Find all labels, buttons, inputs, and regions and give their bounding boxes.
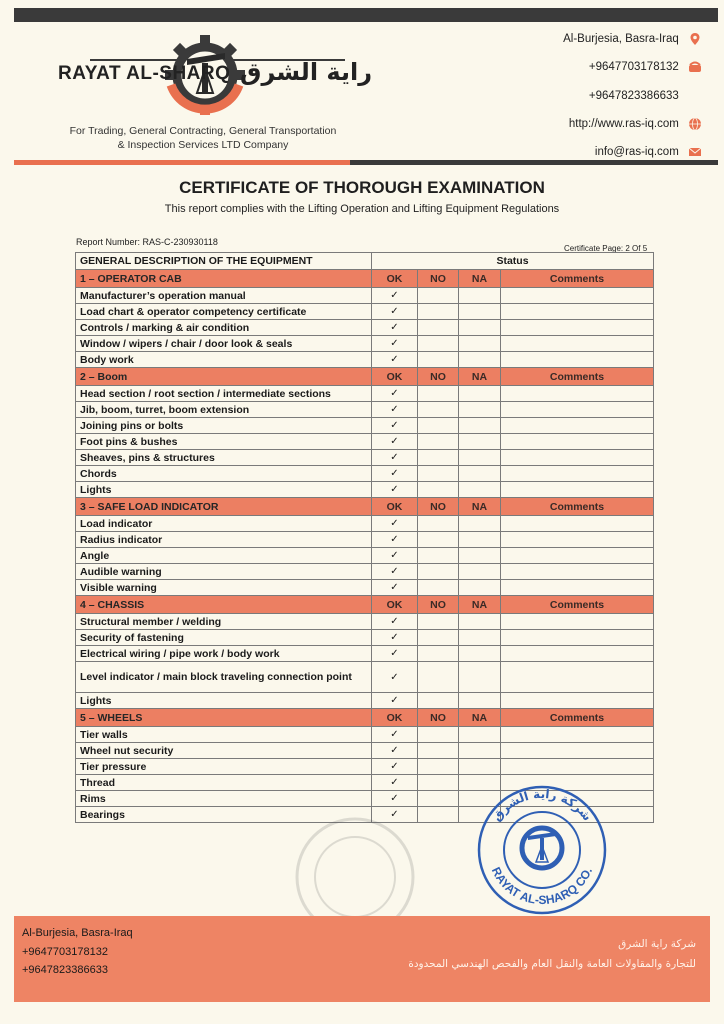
na-cell: [459, 402, 501, 418]
ok-checkmark: ✓: [372, 288, 418, 304]
comments-cell: [501, 743, 654, 759]
table-row: [76, 548, 654, 564]
ok-checkmark: ✓: [372, 759, 418, 775]
na-cell: [459, 580, 501, 596]
ok-checkmark: ✓: [372, 646, 418, 662]
section-title: 5 – WHEELS: [76, 709, 372, 727]
ok-checkmark: ✓: [372, 516, 418, 532]
na-cell: [459, 482, 501, 498]
ok-checkmark: ✓: [372, 693, 418, 709]
item-label: Foot pins & bushes: [76, 434, 372, 450]
na-cell: [459, 662, 501, 693]
item-label: Thread: [76, 775, 372, 791]
no-cell: [418, 693, 459, 709]
item-label: Load indicator: [76, 516, 372, 532]
comments-cell: [501, 450, 654, 466]
no-cell: [418, 434, 459, 450]
item-label: Tier pressure: [76, 759, 372, 775]
ok-checkmark: ✓: [372, 386, 418, 402]
section-comments-header: Comments: [501, 498, 654, 516]
section-title: 2 – Boom: [76, 368, 372, 386]
footer-phone-1: +9647703178132: [22, 945, 108, 958]
ok-checkmark: ✓: [372, 662, 418, 693]
ok-checkmark: ✓: [372, 791, 418, 807]
table-row: [76, 516, 654, 532]
ok-checkmark: ✓: [372, 564, 418, 580]
section-ok-header: OK: [372, 498, 418, 516]
na-cell: [459, 466, 501, 482]
comments-cell: [501, 532, 654, 548]
comments-cell: [501, 402, 654, 418]
comments-cell: [501, 693, 654, 709]
na-cell: [459, 564, 501, 580]
comments-cell: [501, 727, 654, 743]
globe-icon: [688, 117, 702, 131]
section-comments-header: Comments: [501, 709, 654, 727]
no-cell: [418, 564, 459, 580]
section-comments-header: Comments: [501, 270, 654, 288]
ok-checkmark: ✓: [372, 402, 418, 418]
na-cell: [459, 320, 501, 336]
table-row: [76, 532, 654, 548]
section-title: 3 – SAFE LOAD INDICATOR: [76, 498, 372, 516]
item-label: Wheel nut security: [76, 743, 372, 759]
no-cell: [418, 482, 459, 498]
table-row: [76, 564, 654, 580]
header-status: Status: [372, 253, 654, 270]
na-cell: [459, 418, 501, 434]
item-label: Visible warning: [76, 580, 372, 596]
ok-checkmark: ✓: [372, 450, 418, 466]
item-label: Body work: [76, 352, 372, 368]
no-cell: [418, 320, 459, 336]
na-cell: [459, 304, 501, 320]
top-dark-bar: [14, 8, 718, 22]
ok-checkmark: ✓: [372, 807, 418, 823]
na-cell: [459, 352, 501, 368]
no-cell: [418, 532, 459, 548]
table-row: [76, 727, 654, 743]
no-cell: [418, 759, 459, 775]
na-cell: [459, 386, 501, 402]
table-row: [76, 759, 654, 775]
ok-checkmark: ✓: [372, 727, 418, 743]
contact-phone-2-text: +9647823386633: [588, 90, 679, 103]
footer-bar: [14, 916, 710, 1002]
na-cell: [459, 532, 501, 548]
ok-checkmark: ✓: [372, 532, 418, 548]
no-cell: [418, 775, 459, 791]
company-tagline: [48, 124, 358, 152]
no-cell: [418, 516, 459, 532]
table-row: [76, 466, 654, 482]
section-na-header: NA: [459, 368, 501, 386]
envelope-icon: [688, 145, 702, 159]
ok-checkmark: ✓: [372, 548, 418, 564]
na-cell: [459, 727, 501, 743]
footer-arabic: [408, 934, 696, 974]
ok-checkmark: ✓: [372, 482, 418, 498]
no-cell: [418, 304, 459, 320]
table-row: [76, 304, 654, 320]
table-row: [76, 630, 654, 646]
na-cell: [459, 630, 501, 646]
item-label: Sheaves, pins & structures: [76, 450, 372, 466]
item-label: Rims: [76, 791, 372, 807]
no-cell: [418, 662, 459, 693]
no-cell: [418, 352, 459, 368]
phone-icon: [688, 60, 702, 74]
item-label: Angle: [76, 548, 372, 564]
comments-cell: [501, 386, 654, 402]
company-stamp: [472, 784, 612, 916]
contact-address: [482, 32, 702, 46]
item-label: Head section / root section / intermediate sections: [76, 386, 372, 402]
table-row: [76, 646, 654, 662]
comments-cell: [501, 304, 654, 320]
table-row: [76, 434, 654, 450]
item-label: Jib, boom, turret, boom extension: [76, 402, 372, 418]
table-row: [76, 288, 654, 304]
footer-contact: [22, 924, 133, 980]
no-cell: [418, 386, 459, 402]
ok-checkmark: ✓: [372, 418, 418, 434]
item-label: Manufacturer’s operation manual: [76, 288, 372, 304]
section-comments-header: Comments: [501, 596, 654, 614]
na-cell: [459, 693, 501, 709]
table-row: [76, 580, 654, 596]
ok-checkmark: ✓: [372, 630, 418, 646]
comments-cell: [501, 630, 654, 646]
contact-website: [482, 117, 702, 131]
ok-checkmark: ✓: [372, 320, 418, 336]
na-cell: [459, 434, 501, 450]
contact-address-text: Al-Burjesia, Basra-Iraq: [563, 33, 679, 46]
table-row: [76, 482, 654, 498]
contact-email: [482, 145, 702, 159]
certificate-page: Certificate Page: 2 Of 5: [564, 244, 648, 253]
comments-cell: [501, 418, 654, 434]
section-na-header: NA: [459, 596, 501, 614]
item-label: Lights: [76, 693, 372, 709]
item-label: Audible warning: [76, 564, 372, 580]
comments-cell: [501, 614, 654, 630]
no-cell: [418, 727, 459, 743]
comments-cell: [501, 434, 654, 450]
tagline-line-1: For Trading, General Contracting, General Transportation: [69, 125, 337, 137]
table-row: [76, 320, 654, 336]
contact-phone-2: [482, 89, 702, 103]
na-cell: [459, 548, 501, 564]
no-cell: [418, 807, 459, 823]
contact-email-text: info@ras-iq.com: [594, 146, 679, 159]
section-header-row: [76, 368, 654, 386]
item-label: Controls / marking & air condition: [76, 320, 372, 336]
table-row: [76, 402, 654, 418]
section-ok-header: OK: [372, 270, 418, 288]
table-row: [76, 450, 654, 466]
brand-name-arabic: راية الشرق: [240, 58, 373, 86]
na-cell: [459, 646, 501, 662]
section-header-row: [76, 270, 654, 288]
section-no-header: NO: [418, 709, 459, 727]
item-label: Joining pins or bolts: [76, 418, 372, 434]
ok-checkmark: ✓: [372, 336, 418, 352]
na-cell: [459, 336, 501, 352]
ok-checkmark: ✓: [372, 434, 418, 450]
table-header-row: [76, 253, 654, 270]
item-label: Level indicator / main block traveling connection point: [76, 662, 372, 693]
comments-cell: [501, 580, 654, 596]
na-cell: [459, 759, 501, 775]
examination-table: [75, 252, 654, 823]
no-cell: [418, 418, 459, 434]
no-cell: [418, 450, 459, 466]
ok-checkmark: ✓: [372, 304, 418, 320]
comments-cell: [501, 288, 654, 304]
section-na-header: NA: [459, 498, 501, 516]
table-row: [76, 418, 654, 434]
table-row: [76, 743, 654, 759]
document-title: CERTIFICATE OF THOROUGH EXAMINATION: [179, 178, 545, 197]
no-cell: [418, 743, 459, 759]
comments-cell: [501, 320, 654, 336]
ok-checkmark: ✓: [372, 743, 418, 759]
section-no-header: NO: [418, 498, 459, 516]
comments-cell: [501, 482, 654, 498]
footer-company-arabic: شركة راية الشرق: [618, 938, 696, 950]
separator-bar-orange: [14, 160, 350, 165]
na-cell: [459, 614, 501, 630]
no-cell: [418, 548, 459, 564]
item-label: Bearings: [76, 807, 372, 823]
ok-checkmark: ✓: [372, 352, 418, 368]
table-row: [76, 662, 654, 693]
stamp-arabic-text: شركة راية الشرق: [489, 786, 595, 824]
stamp-english-text: RAYAT AL-SHARQ CO.: [488, 864, 596, 908]
svg-text:شركة راية الشرق: [489, 787, 594, 824]
header-description: GENERAL DESCRIPTION OF THE EQUIPMENT: [76, 253, 372, 270]
section-no-header: NO: [418, 270, 459, 288]
table-row: [76, 614, 654, 630]
section-ok-header: OK: [372, 709, 418, 727]
item-label: Tier walls: [76, 727, 372, 743]
section-header-row: [76, 596, 654, 614]
item-label: Radius indicator: [76, 532, 372, 548]
comments-cell: [501, 466, 654, 482]
contact-phone-1-text: +9647703178132: [588, 61, 679, 74]
no-cell: [418, 791, 459, 807]
ok-checkmark: ✓: [372, 466, 418, 482]
ok-checkmark: ✓: [372, 614, 418, 630]
na-cell: [459, 516, 501, 532]
item-label: Load chart & operator competency certificate: [76, 304, 372, 320]
ok-checkmark: ✓: [372, 580, 418, 596]
item-label: Security of fastening: [76, 630, 372, 646]
section-title: 4 – CHASSIS: [76, 596, 372, 614]
item-label: Lights: [76, 482, 372, 498]
na-cell: [459, 288, 501, 304]
section-na-header: NA: [459, 270, 501, 288]
separator-bar-dark: [350, 160, 718, 165]
item-label: Structural member / welding: [76, 614, 372, 630]
table-row: [76, 336, 654, 352]
comments-cell: [501, 516, 654, 532]
section-title: 1 – OPERATOR CAB: [76, 270, 372, 288]
na-cell: [459, 743, 501, 759]
no-cell: [418, 402, 459, 418]
contact-website-text: http://www.ras-iq.com: [568, 118, 679, 131]
no-cell: [418, 336, 459, 352]
section-no-header: NO: [418, 368, 459, 386]
section-ok-header: OK: [372, 368, 418, 386]
no-cell: [418, 646, 459, 662]
item-label: Electrical wiring / pipe work / body work: [76, 646, 372, 662]
comments-cell: [501, 646, 654, 662]
na-cell: [459, 450, 501, 466]
report-number: Report Number: RAS-C-230930118: [76, 237, 218, 247]
no-cell: [418, 614, 459, 630]
comments-cell: [501, 759, 654, 775]
document-subtitle: This report complies with the Lifting Operation and Lifting Equipment Regulations: [164, 203, 560, 215]
section-no-header: NO: [418, 596, 459, 614]
section-na-header: NA: [459, 709, 501, 727]
section-header-row: [76, 498, 654, 516]
table-row: [76, 693, 654, 709]
ok-checkmark: ✓: [372, 775, 418, 791]
brand-name-english: RAYAT AL-SHARQ: [58, 63, 231, 84]
no-cell: [418, 288, 459, 304]
no-cell: [418, 630, 459, 646]
no-cell: [418, 466, 459, 482]
contact-phone-1: [482, 60, 702, 74]
item-label: Chords: [76, 466, 372, 482]
section-ok-header: OK: [372, 596, 418, 614]
footer-address: Al-Burjesia, Basra-Iraq: [22, 927, 133, 939]
section-header-row: [76, 709, 654, 727]
comments-cell: [501, 564, 654, 580]
table-row: [76, 386, 654, 402]
table-row: [76, 352, 654, 368]
item-label: Window / wipers / chair / door look & seals: [76, 336, 372, 352]
comments-cell: [501, 352, 654, 368]
footer-phone-2: +9647823386633: [22, 964, 108, 976]
tagline-line-2: & Inspection Services LTD Company: [117, 139, 289, 151]
comments-cell: [501, 662, 654, 693]
section-comments-header: Comments: [501, 368, 654, 386]
comments-cell: [501, 548, 654, 564]
comments-cell: [501, 336, 654, 352]
no-cell: [418, 580, 459, 596]
location-pin-icon: [688, 32, 702, 46]
footer-tagline-arabic: للتجارة والمقاولات العامة والنقل العام والفحص الهندسي المحدودة: [408, 958, 696, 970]
